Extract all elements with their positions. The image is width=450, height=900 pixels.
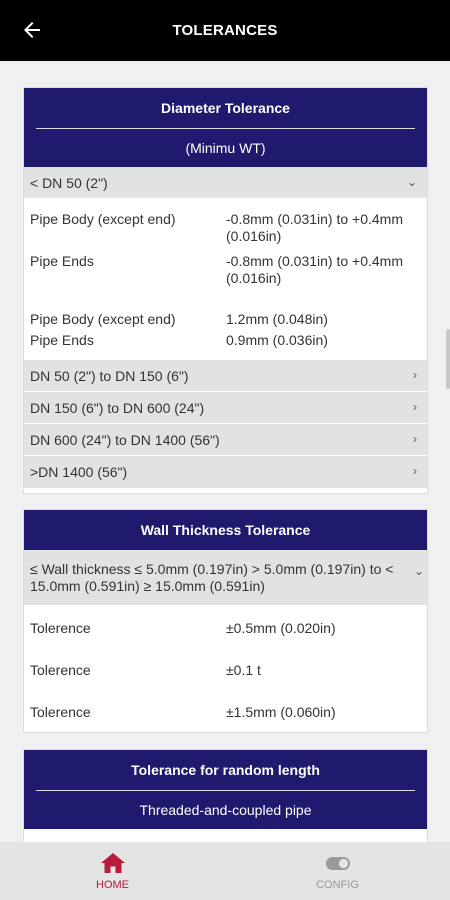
section-label: DN 600 (24") to DN 1400 (56"): [30, 432, 220, 448]
section-label: < DN 50 (2"): [30, 175, 108, 191]
app-bar: [0, 0, 450, 61]
row-label: Tolerence: [30, 620, 91, 636]
nav-home-label: HOME: [96, 879, 129, 891]
row-value: ±0.1 t: [226, 662, 261, 678]
content-scroll[interactable]: [0, 61, 450, 842]
row-label: Tolerence: [30, 662, 91, 678]
wall-thickness-card: [23, 509, 428, 733]
section-over-dn1400[interactable]: [24, 456, 427, 488]
page-title: TOLERANCES: [172, 22, 278, 39]
section-dn50-dn150[interactable]: [24, 360, 427, 392]
random-card-header: [24, 750, 427, 829]
row-label: Pipe Ends: [30, 332, 94, 348]
row-value: ±1.5mm (0.060in): [226, 704, 336, 720]
table-row: [24, 253, 427, 311]
row-value: 1.2mm (0.048in): [226, 311, 328, 327]
table-row: [24, 332, 427, 360]
table-row: [24, 620, 427, 662]
row-label: Pipe Ends: [30, 253, 94, 269]
diameter-card-title: Diameter Tolerance: [161, 100, 290, 116]
section-label: DN 50 (2") to DN 150 (6"): [30, 368, 189, 384]
chevron-right-icon: ›: [413, 464, 417, 478]
header-divider: [36, 128, 415, 129]
row-label: Pipe Body (except end): [30, 311, 176, 327]
wall-card-title: Wall Thickness Tolerance: [140, 522, 311, 538]
nav-home[interactable]: [0, 842, 225, 900]
bottom-navigation: [0, 842, 450, 900]
table-row: [24, 662, 427, 704]
random-card-title: Tolerance for random length: [131, 762, 320, 778]
diameter-tolerance-card: [23, 87, 428, 494]
table-row: [24, 211, 427, 253]
table-row: [24, 311, 427, 332]
section-dn50-expanded[interactable]: [24, 167, 427, 199]
section-label: ≤ Wall thickness ≤ 5.0mm (0.197in) > 5.0mm (0.197in) to < 15.0mm (0.591in) ≥ 15.0mm (0.591in): [30, 561, 394, 594]
row-value: 0.9mm (0.036in): [226, 332, 328, 348]
chevron-right-icon: ›: [413, 400, 417, 414]
chevron-right-icon: ›: [413, 368, 417, 382]
scrollbar[interactable]: [446, 329, 450, 389]
chevron-down-icon: ⌄: [413, 564, 424, 578]
home-icon: [100, 852, 126, 874]
toggle-icon: [325, 852, 351, 874]
random-card-subtitle: Threaded-and-coupled pipe: [139, 802, 312, 818]
diameter-card-subtitle: (Minimu WT): [185, 140, 266, 156]
header-divider: [36, 790, 415, 791]
section-label: >DN 1400 (56"): [30, 464, 128, 480]
row-label: Tolerence: [30, 704, 91, 720]
table-row: [24, 704, 427, 728]
section-dn150-dn600[interactable]: [24, 392, 427, 424]
row-label: Pipe Body (except end): [30, 211, 176, 227]
section-label: DN 150 (6") to DN 600 (24"): [30, 400, 205, 416]
row-value: -0.8mm (0.031in) to +0.4mm (0.016in): [226, 253, 404, 286]
chevron-right-icon: ›: [413, 432, 417, 446]
wall-card-header: [24, 510, 427, 550]
nav-config-label: CONFIG: [316, 879, 359, 891]
diameter-card-header: [24, 88, 427, 167]
random-length-card: [23, 749, 428, 842]
nav-config[interactable]: [225, 842, 450, 900]
section-dn600-dn1400[interactable]: [24, 424, 427, 456]
section-wall-thickness[interactable]: [24, 550, 427, 606]
chevron-down-icon: ⌄: [406, 175, 417, 189]
row-value: -0.8mm (0.031in) to +0.4mm (0.016in): [226, 211, 404, 244]
row-value: ±0.5mm (0.020in): [226, 620, 336, 636]
